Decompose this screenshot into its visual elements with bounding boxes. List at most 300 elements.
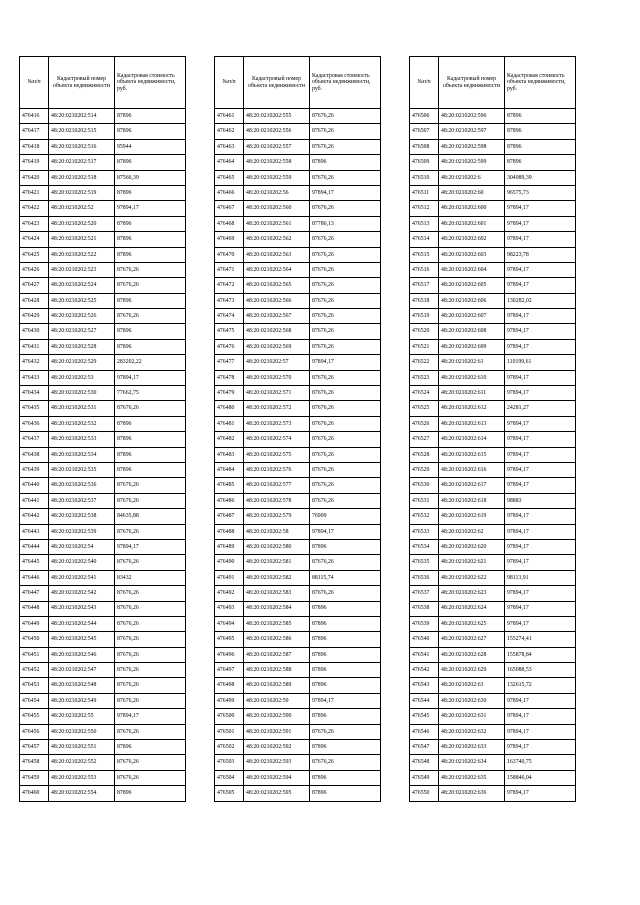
cell-cadastral-number: 48:20:0210202:582 [244,570,310,585]
table-row [215,309,381,324]
cell-number: 476537 [410,586,439,601]
cell-cadastral-cost: 87676,26 [310,124,381,139]
cell-number: 476437 [20,432,49,447]
table-row [20,416,186,431]
cell-number: 476431 [20,339,49,354]
table-row [215,555,381,570]
table-row [20,339,186,354]
cell-cadastral-number: 48:20:0210202:518 [49,170,115,185]
cell-cadastral-cost: 87676,26 [310,724,381,739]
cell-cadastral-cost: 87896 [310,740,381,755]
cell-number: 476438 [20,447,49,462]
cell-cadastral-cost: 87676,26 [115,616,186,631]
table-row [20,786,186,801]
table-row [410,309,576,324]
cell-cadastral-cost: 97894,17 [505,740,576,755]
cell-cadastral-number: 48:20:0210202:600 [439,201,505,216]
table-body [410,109,576,802]
cell-cadastral-number: 48:20:0210202:542 [49,586,115,601]
cell-cadastral-number: 48:20:0210202:54 [49,539,115,554]
cell-number: 476487 [215,509,244,524]
cell-cadastral-number: 48:20:0210202:631 [439,709,505,724]
cell-cadastral-cost: 87676,26 [115,601,186,616]
cell-cadastral-number: 48:20:0210202:55 [49,709,115,724]
cell-cadastral-number: 48:20:0210202:62 [439,524,505,539]
cell-cadastral-cost: 97894,17 [310,185,381,200]
cell-cadastral-number: 48:20:0210202:524 [49,278,115,293]
cell-number: 476469 [215,232,244,247]
cell-number: 476520 [410,324,439,339]
cell-cadastral-number: 48:20:0210202:530 [49,386,115,401]
cell-cadastral-number: 48:20:0210202:559 [244,170,310,185]
cell-cadastral-cost: 97894,17 [505,586,576,601]
table-row [20,678,186,693]
cell-cadastral-number: 48:20:0210202:555 [244,109,310,124]
cell-cadastral-cost: 87896 [115,339,186,354]
table-row [410,416,576,431]
table-row [215,678,381,693]
cell-cadastral-cost: 87676,26 [310,447,381,462]
table-body [215,109,381,802]
cell-cadastral-number: 48:20:0210202:574 [244,432,310,447]
cell-number: 476461 [215,109,244,124]
cell-cadastral-number: 48:20:0210202:606 [439,293,505,308]
cell-number: 476489 [215,539,244,554]
table-row [410,216,576,231]
table-row [215,139,381,154]
cell-cadastral-number: 48:20:0210202:514 [49,109,115,124]
cell-number: 476519 [410,309,439,324]
cell-number: 476427 [20,278,49,293]
table-header-row [410,57,576,109]
cell-number: 476428 [20,293,49,308]
cell-number: 476468 [215,216,244,231]
cell-cadastral-number: 48:20:0210202:591 [244,724,310,739]
table-row [410,678,576,693]
cell-cadastral-number: 48:20:0210202:601 [439,216,505,231]
cell-cadastral-number: 48:20:0210202:576 [244,462,310,477]
cell-cadastral-cost: 87676,26 [115,770,186,785]
table-row [20,555,186,570]
cell-cadastral-cost: 87896 [115,124,186,139]
cell-number: 476475 [215,324,244,339]
cell-number: 476485 [215,478,244,493]
cell-cadastral-number: 48:20:0210202:596 [439,109,505,124]
table-row [20,570,186,585]
cell-cadastral-cost: 87676,26 [310,478,381,493]
cell-number: 476484 [215,462,244,477]
cell-cadastral-number: 48:20:0210202:562 [244,232,310,247]
cell-cadastral-cost: 87896 [115,232,186,247]
cell-number: 476533 [410,524,439,539]
cell-cadastral-cost: 87896 [115,740,186,755]
table-row [215,601,381,616]
cell-cadastral-number: 48:20:0210202:560 [244,201,310,216]
cell-cadastral-number: 48:20:0210202:592 [244,740,310,755]
cell-cadastral-cost: 87676,26 [115,755,186,770]
cell-number: 476516 [410,262,439,277]
table-row [215,124,381,139]
cell-number: 476500 [215,709,244,724]
table-row [215,432,381,447]
cell-number: 476510 [410,170,439,185]
cell-cadastral-number: 48:20:0210202:608 [439,324,505,339]
cell-number: 476441 [20,493,49,508]
cell-cadastral-number: 48:20:0210202:627 [439,632,505,647]
header-number: №п/п [410,57,439,109]
table-row [410,601,576,616]
cell-cadastral-cost: 87896 [115,216,186,231]
cell-cadastral-cost: 87896 [310,678,381,693]
cell-cadastral-cost: 87676,26 [310,755,381,770]
cell-cadastral-cost: 87676,26 [115,278,186,293]
cell-number: 476442 [20,509,49,524]
cell-cadastral-cost: 87676,26 [310,386,381,401]
cell-cadastral-cost: 97894,17 [505,709,576,724]
cell-cadastral-number: 48:20:0210202:554 [49,786,115,801]
cell-cadastral-cost: 98883 [505,493,576,508]
cell-cadastral-number: 48:20:0210202:635 [439,770,505,785]
table-row [20,539,186,554]
table-row [215,185,381,200]
cell-cadastral-cost: 87896 [310,709,381,724]
table-row [20,478,186,493]
cell-cadastral-number: 48:20:0210202:547 [49,663,115,678]
cell-number: 476420 [20,170,49,185]
table-row [410,170,576,185]
cell-cadastral-cost: 97894,17 [115,370,186,385]
cell-number: 476488 [215,524,244,539]
cell-cadastral-cost: 24281,27 [505,401,576,416]
cell-cadastral-number: 48:20:0210202:521 [49,232,115,247]
cell-cadastral-number: 48:20:0210202:527 [49,324,115,339]
header-cadastral-cost: Кадастровая стоимость объекта недвижимости, руб. [310,57,381,109]
cell-number: 476435 [20,401,49,416]
cell-cadastral-number: 48:20:0210202:558 [244,155,310,170]
table-row [215,586,381,601]
table-row [410,740,576,755]
cell-number: 476486 [215,493,244,508]
header-cadastral-number: Кадастровый номер объекта недвижимости [244,57,310,109]
cell-number: 476518 [410,293,439,308]
cell-number: 476478 [215,370,244,385]
cell-cadastral-cost: 87676,26 [115,586,186,601]
cell-number: 476473 [215,293,244,308]
cell-cadastral-number: 48:20:0210202:519 [49,185,115,200]
table-row [20,709,186,724]
table-row [410,709,576,724]
cell-number: 476493 [215,601,244,616]
cell-number: 476447 [20,586,49,601]
cell-cadastral-cost: 87676,26 [310,109,381,124]
cell-cadastral-number: 48:20:0210202:615 [439,447,505,462]
table-row [215,693,381,708]
table-row [215,247,381,262]
table-row [20,324,186,339]
table-row [410,386,576,401]
table-row [410,786,576,801]
cell-cadastral-number: 48:20:0210202:533 [49,432,115,447]
cell-cadastral-number: 48:20:0210202:607 [439,309,505,324]
cell-cadastral-cost: 87676,26 [310,555,381,570]
cell-cadastral-number: 48:20:0210202:534 [49,447,115,462]
cell-number: 476513 [410,216,439,231]
cell-number: 476541 [410,647,439,662]
cell-cadastral-number: 48:20:0210202:570 [244,370,310,385]
cell-number: 476463 [215,139,244,154]
table-row [20,216,186,231]
table-row [20,524,186,539]
cell-cadastral-number: 48:20:0210202:516 [49,139,115,154]
cell-number: 476434 [20,386,49,401]
cell-number: 476548 [410,755,439,770]
cell-number: 476429 [20,309,49,324]
table-row [20,601,186,616]
cell-cadastral-number: 48:20:0210202:517 [49,155,115,170]
cell-cadastral-number: 48:20:0210202:523 [49,262,115,277]
cell-cadastral-number: 48:20:0210202:571 [244,386,310,401]
cell-cadastral-cost: 97894,17 [505,309,576,324]
table-row [215,109,381,124]
cell-cadastral-number: 48:20:0210202:593 [244,755,310,770]
cell-cadastral-cost: 87896 [310,539,381,554]
cell-cadastral-cost: 97894,17 [505,416,576,431]
cell-cadastral-cost: 97894,17 [505,509,576,524]
registry-table-3 [409,56,576,802]
cell-cadastral-cost: 97894,17 [310,355,381,370]
table-row [410,647,576,662]
table-row [215,155,381,170]
cell-cadastral-number: 48:20:0210202:57 [244,355,310,370]
cell-cadastral-cost: 87676,26 [310,293,381,308]
cell-cadastral-cost: 87896 [310,155,381,170]
cell-number: 476457 [20,740,49,755]
cell-number: 476531 [410,493,439,508]
cell-cadastral-number: 48:20:0210202:598 [439,139,505,154]
cell-number: 476449 [20,616,49,631]
cell-cadastral-number: 48:20:0210202:543 [49,601,115,616]
table-row [410,524,576,539]
cell-cadastral-number: 48:20:0210202:588 [244,663,310,678]
cell-number: 476503 [215,755,244,770]
table-row [410,616,576,631]
table-row [20,262,186,277]
cell-cadastral-number: 48:20:0210202:618 [439,493,505,508]
cell-cadastral-number: 48:20:0210202:594 [244,770,310,785]
table-header-row [20,57,186,109]
cell-cadastral-number: 48:20:0210202:565 [244,278,310,293]
cell-cadastral-cost: 97894,17 [505,478,576,493]
table-row [410,185,576,200]
cell-cadastral-number: 48:20:0210202:528 [49,339,115,354]
cell-number: 476472 [215,278,244,293]
cell-cadastral-cost: 87896 [115,462,186,477]
table-row [215,386,381,401]
table-row [20,247,186,262]
table-row [20,616,186,631]
cell-number: 476432 [20,355,49,370]
cell-number: 476445 [20,555,49,570]
cell-cadastral-number: 48:20:0210202:585 [244,616,310,631]
cell-cadastral-cost: 97894,17 [505,724,576,739]
cell-cadastral-cost: 87676,26 [115,262,186,277]
cell-number: 476495 [215,632,244,647]
cell-number: 476448 [20,601,49,616]
table-row [215,232,381,247]
cell-cadastral-cost: 97894,17 [505,278,576,293]
cell-cadastral-number: 48:20:0210202:612 [439,401,505,416]
table-row [20,586,186,601]
cell-number: 476481 [215,416,244,431]
cell-cadastral-cost: 87676,26 [310,262,381,277]
table-row [410,339,576,354]
cell-number: 476425 [20,247,49,262]
cell-cadastral-number: 48:20:0210202:583 [244,586,310,601]
table-row [20,693,186,708]
cell-cadastral-cost: 87676,26 [115,693,186,708]
table-row [410,247,576,262]
cell-cadastral-cost: 87896 [115,416,186,431]
cell-number: 476517 [410,278,439,293]
table-row [410,139,576,154]
table-row [20,355,186,370]
header-cadastral-cost: Кадастровая стоимость объекта недвижимости, руб. [115,57,186,109]
cell-cadastral-number: 48:20:0210202:552 [49,755,115,770]
cell-number: 476507 [410,124,439,139]
cell-cadastral-number: 48:20:0210202:622 [439,570,505,585]
cell-cadastral-cost: 87676,26 [310,170,381,185]
cell-cadastral-cost: 97894,17 [505,616,576,631]
cell-cadastral-number: 48:20:0210202:624 [439,601,505,616]
table-row [410,586,576,601]
cell-cadastral-cost: 87896 [115,185,186,200]
cell-cadastral-number: 48:20:0210202:614 [439,432,505,447]
cell-cadastral-cost: 87676,26 [310,462,381,477]
table-row [215,570,381,585]
table-row [215,770,381,785]
cell-cadastral-number: 48:20:0210202:548 [49,678,115,693]
table-row [20,293,186,308]
cell-number: 476430 [20,324,49,339]
cell-cadastral-cost: 97894,17 [505,201,576,216]
cell-cadastral-number: 48:20:0210202:590 [244,709,310,724]
cell-cadastral-number: 48:20:0210202:541 [49,570,115,585]
cell-cadastral-number: 48:20:0210202:580 [244,539,310,554]
cell-number: 476465 [215,170,244,185]
cell-cadastral-cost: 87896 [310,786,381,801]
cell-number: 476536 [410,570,439,585]
cell-cadastral-cost: 87676,26 [310,278,381,293]
table-row [215,355,381,370]
cell-cadastral-cost: 97894,17 [505,432,576,447]
cell-cadastral-cost: 97894,17 [505,555,576,570]
table-row [215,416,381,431]
cell-cadastral-cost: 87896 [310,770,381,785]
cell-cadastral-number: 48:20:0210202:634 [439,755,505,770]
table-row [410,693,576,708]
table-row [410,447,576,462]
cell-cadastral-cost: 110199,61 [505,355,576,370]
cell-cadastral-number: 48:20:0210202:531 [49,401,115,416]
cell-number: 476467 [215,201,244,216]
cell-number: 476521 [410,339,439,354]
table-row [20,432,186,447]
table-row [215,709,381,724]
cell-cadastral-number: 48:20:0210202:545 [49,632,115,647]
table-row [215,755,381,770]
cell-cadastral-number: 48:20:0210202:550 [49,724,115,739]
cell-cadastral-cost: 87676,26 [310,493,381,508]
cell-cadastral-number: 48:20:0210202:537 [49,493,115,508]
cell-cadastral-cost: 87896 [115,786,186,801]
cell-number: 476417 [20,124,49,139]
cell-number: 476474 [215,309,244,324]
cell-cadastral-number: 48:20:0210202:630 [439,693,505,708]
table-row [20,724,186,739]
cell-cadastral-cost: 87676,26 [310,232,381,247]
cell-number: 476527 [410,432,439,447]
table-row [410,109,576,124]
cell-cadastral-number: 48:20:0210202:579 [244,509,310,524]
cell-number: 476511 [410,185,439,200]
cell-cadastral-number: 48:20:0210202:586 [244,632,310,647]
cell-number: 476550 [410,786,439,801]
table-row [215,216,381,231]
cell-number: 476423 [20,216,49,231]
cell-number: 476529 [410,462,439,477]
cell-cadastral-number: 48:20:0210202:520 [49,216,115,231]
cell-number: 476456 [20,724,49,739]
cell-cadastral-cost: 163740,75 [505,755,576,770]
cell-cadastral-number: 48:20:0210202:628 [439,647,505,662]
cell-cadastral-number: 48:20:0210202:56 [244,185,310,200]
table-row [20,201,186,216]
cell-number: 476539 [410,616,439,631]
cell-cadastral-number: 48:20:0210202:538 [49,509,115,524]
cell-cadastral-cost: 83432 [115,570,186,585]
cell-cadastral-number: 48:20:0210202:53 [49,370,115,385]
cell-cadastral-cost: 87676,26 [115,478,186,493]
cell-number: 476496 [215,647,244,662]
cell-cadastral-cost: 98113,91 [505,570,576,585]
cell-cadastral-cost: 87676,26 [310,201,381,216]
cell-number: 476502 [215,740,244,755]
cell-cadastral-cost: 97894,17 [505,539,576,554]
cell-cadastral-cost: 97894,17 [505,216,576,231]
table-row [410,155,576,170]
cell-cadastral-number: 48:20:0210202:633 [439,740,505,755]
table-row [20,170,186,185]
cell-number: 476443 [20,524,49,539]
cell-number: 476526 [410,416,439,431]
cell-number: 476514 [410,232,439,247]
cell-cadastral-cost: 87676,26 [115,555,186,570]
cell-cadastral-number: 48:20:0210202:603 [439,247,505,262]
cell-cadastral-number: 48:20:0210202:581 [244,555,310,570]
table-row [410,478,576,493]
cell-number: 476464 [215,155,244,170]
table-row [215,663,381,678]
cell-cadastral-number: 48:20:0210202:611 [439,386,505,401]
cell-number: 476479 [215,386,244,401]
cell-number: 476466 [215,185,244,200]
cell-cadastral-cost: 87896 [505,124,576,139]
cell-number: 476544 [410,693,439,708]
cell-number: 476444 [20,539,49,554]
cell-number: 476532 [410,509,439,524]
cell-number: 476494 [215,616,244,631]
table-row [215,293,381,308]
